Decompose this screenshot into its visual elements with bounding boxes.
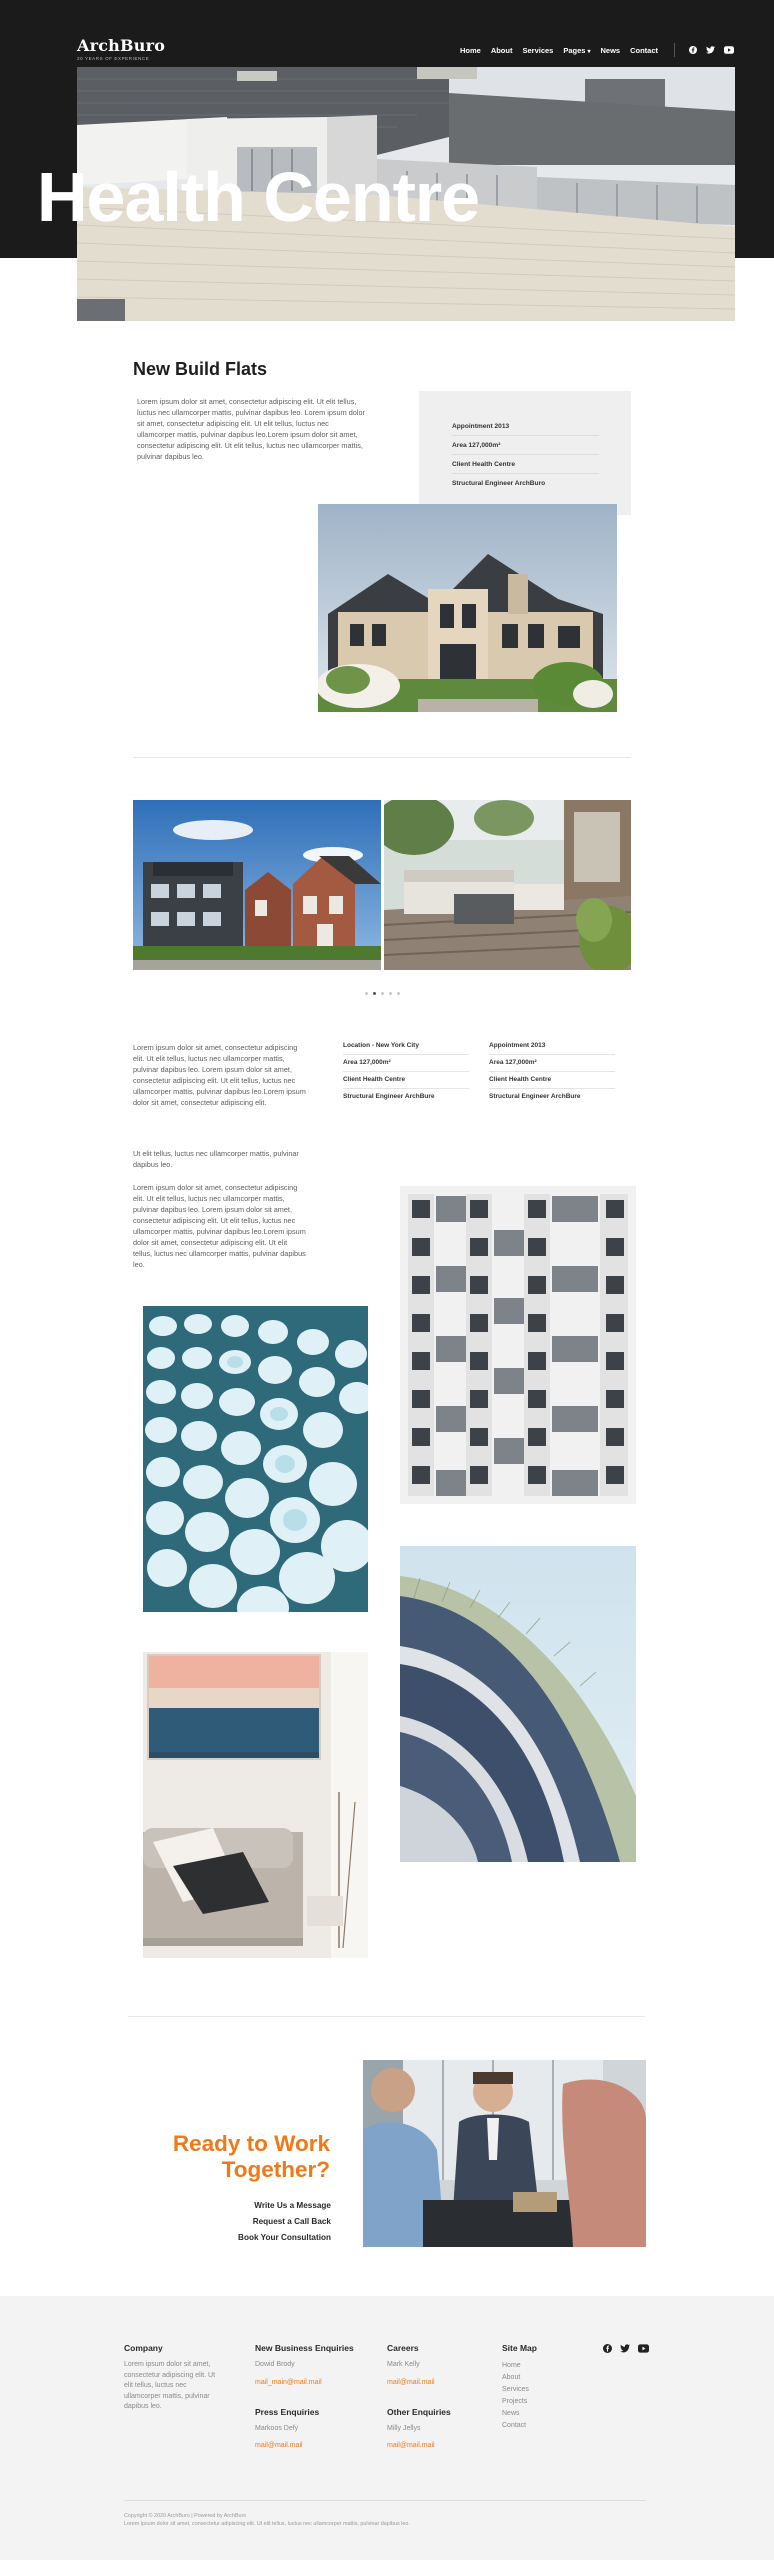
footer-link-contact[interactable]: Contact bbox=[502, 2422, 527, 2429]
footer-company bbox=[124, 2343, 224, 2413]
info-appointment: Appointment 2013 bbox=[452, 417, 599, 436]
info-area: Area 127,000m² bbox=[452, 436, 599, 455]
slider-dot[interactable] bbox=[397, 992, 400, 995]
nav-pages[interactable] bbox=[563, 46, 590, 55]
footer-business-heading: New Business Enquiries bbox=[255, 2343, 354, 2353]
footer-sitemap bbox=[502, 2343, 582, 2432]
cta-heading bbox=[130, 2131, 330, 2183]
footer-careers-heading: Careers bbox=[387, 2343, 419, 2353]
meeting-photo bbox=[363, 2060, 646, 2247]
detail-appointment: Appointment 2013 bbox=[489, 1038, 615, 1055]
facebook-icon[interactable] bbox=[689, 46, 697, 54]
copyright-line: Copyright © 2020 ArchBuro | Powered by ArchBuro bbox=[124, 2513, 247, 2519]
copyright bbox=[124, 2512, 524, 2528]
facebook-icon[interactable] bbox=[603, 2344, 612, 2355]
detail-area: Area 127,000m² bbox=[343, 1055, 469, 1072]
detail-client: Client Health Centre bbox=[343, 1072, 469, 1089]
chevron-down-icon: ▾ bbox=[587, 48, 591, 55]
info-client: Client Health Centre bbox=[452, 455, 599, 474]
nav-home[interactable]: Home bbox=[459, 45, 481, 55]
main-nav bbox=[460, 43, 734, 57]
footer-press-heading: Press Enquiries bbox=[255, 2406, 320, 2417]
nav-news[interactable]: News bbox=[600, 45, 621, 55]
nav-services[interactable]: Services bbox=[522, 45, 554, 55]
nav-pages-label: Pages bbox=[563, 45, 586, 55]
detail-location: Location - New York City bbox=[343, 1038, 469, 1055]
footer-press-email[interactable]: mail@mail.mail bbox=[255, 2442, 303, 2449]
youtube-icon[interactable] bbox=[638, 2344, 649, 2355]
footer-company-heading: Company bbox=[124, 2343, 163, 2353]
details-column-2 bbox=[489, 1038, 615, 1105]
gallery-slide-patio[interactable] bbox=[384, 800, 631, 970]
project-intro: Lorem ipsum dolor sit amet, consectetur adipiscing elit. Ut elit tellus, luctus nec ullamcorper mattis, pulvinar dapibus leo. Lorem ipsum dolor sit amet, consectetur adipiscing elit. Ut elit tellus, luctus nec ullamcorper mattis, pulvinar dapibus leo.Lorem ipsum dolor sit amet, consectetur adipiscing elit. Ut elit tellus, luctus nec ullamcorper mattis, pulvinar dapibus leo. bbox=[137, 397, 365, 461]
slider-dot-active[interactable] bbox=[373, 992, 376, 995]
footer-link-news[interactable]: News bbox=[502, 2410, 520, 2417]
footer-careers-email[interactable]: mail@mail.mail bbox=[387, 2378, 435, 2386]
footer-other-email[interactable]: mail@mail.mail bbox=[387, 2442, 435, 2449]
gallery-slide-houses[interactable] bbox=[133, 800, 381, 970]
footer-careers bbox=[387, 2343, 487, 2452]
slider-dot[interactable] bbox=[381, 992, 384, 995]
curved-roof-image bbox=[400, 1546, 636, 1862]
brand-name: ArchBuro bbox=[77, 36, 166, 55]
facade-pattern-image bbox=[400, 1186, 636, 1504]
brand-tagline: 20 YEARS OF EXPERIENCE bbox=[77, 56, 150, 61]
slider-dots bbox=[365, 992, 400, 995]
footer-social bbox=[603, 2344, 649, 2355]
brand-logo[interactable] bbox=[77, 36, 165, 61]
detail-client: Client Health Centre bbox=[489, 1072, 615, 1089]
youtube-icon[interactable] bbox=[724, 46, 734, 54]
page-title: Health Centre bbox=[37, 158, 480, 236]
footer-business-email[interactable]: mail_main@mail.mail bbox=[255, 2378, 322, 2386]
write-message-link[interactable]: Write Us a Message bbox=[254, 2201, 331, 2210]
detail-engineer: Structural Engineer ArchBure bbox=[343, 1093, 435, 1100]
request-callback-link[interactable]: Request a Call Back bbox=[252, 2217, 331, 2226]
footer-link-home[interactable]: Home bbox=[502, 2362, 521, 2369]
footer-link-about[interactable]: About bbox=[502, 2374, 521, 2381]
footer-link-services[interactable]: Services bbox=[502, 2386, 529, 2393]
section-divider bbox=[128, 2016, 645, 2017]
cta-heading-line1: Ready to Work bbox=[172, 2131, 330, 2156]
footer-divider bbox=[124, 2500, 646, 2501]
footer-business-contact: Dowid Brody bbox=[255, 2361, 295, 2368]
footer-press-contact: Markoos Defy bbox=[255, 2424, 299, 2432]
twitter-icon[interactable] bbox=[706, 46, 715, 54]
project-heading: New Build Flats bbox=[133, 359, 268, 379]
nav-divider bbox=[674, 43, 675, 57]
footer-link-projects[interactable]: Projects bbox=[502, 2398, 528, 2405]
details-paragraph-short: Ut elit tellus, luctus nec ullamcorper mattis, pulvinar dapibus leo. bbox=[133, 1149, 299, 1169]
lattice-structure-image bbox=[143, 1306, 368, 1612]
footer-careers-contact: Mark Kelly bbox=[387, 2361, 420, 2368]
footer-business bbox=[255, 2343, 375, 2452]
slider-dot[interactable] bbox=[365, 992, 368, 995]
footer-other-heading: Other Enquiries bbox=[387, 2406, 451, 2417]
house-image bbox=[318, 504, 617, 712]
cta-heading-line2: Together? bbox=[221, 2157, 330, 2182]
cta-links bbox=[180, 2198, 331, 2246]
nav-contact[interactable]: Contact bbox=[630, 45, 658, 55]
footer-company-text: Lorem ipsum dolor sit amet, consectetur adipiscing elit. Ut elit tellus, luctus nec ullamcorper mattis, pulvinar dapibus leo. bbox=[124, 2361, 216, 2410]
book-consultation-link[interactable]: Book Your Consultation bbox=[238, 2233, 331, 2242]
footer-fineprint: Lorem ipsum dolor sit amet, consectetur adipiscing elit. Ut elit tellus, luctus nec ullamcorper mattis, pulvinar dapibus leo. bbox=[124, 2521, 410, 2527]
details-column-1 bbox=[343, 1038, 469, 1105]
detail-engineer: Structural Engineer ArchBure bbox=[489, 1093, 581, 1100]
header-social bbox=[689, 46, 734, 54]
slider-dot[interactable] bbox=[389, 992, 392, 995]
twitter-icon[interactable] bbox=[620, 2344, 630, 2355]
details-paragraph-long: Lorem ipsum dolor sit amet, consectetur adipiscing elit. Ut elit tellus, luctus nec ullamcorper mattis, pulvinar dapibus leo. Lorem ipsum dolor sit amet, consectetur adipiscing elit. Ut elit tellus, luctus nec ullamcorper mattis, pulvinar dapibus leo.Lorem ipsum dolor sit amet, consectetur adipiscing elit. Ut elit tellus, luctus nec ullamcorper mattis, pulvinar dapibus leo. bbox=[133, 1183, 306, 1269]
footer-other-contact: Milly Jellys bbox=[387, 2424, 421, 2432]
details-paragraph: Lorem ipsum dolor sit amet, consectetur adipiscing elit. Ut elit tellus, luctus nec ullamcorper mattis, pulvinar dapibus leo. Lorem ipsum dolor sit amet, consectetur adipiscing elit. Ut elit tellus, luctus nec ullamcorper mattis, pulvinar dapibus leo.Lorem ipsum dolor sit amet, consectetur adipiscing elit. bbox=[133, 1043, 306, 1107]
footer-sitemap-heading: Site Map bbox=[502, 2343, 537, 2353]
info-engineer: Structural Engineer ArchBuro bbox=[452, 480, 546, 487]
interior-living-room-image bbox=[143, 1652, 368, 1958]
project-info-box bbox=[419, 391, 631, 515]
section-divider bbox=[133, 757, 631, 758]
detail-area: Area 127,000m² bbox=[489, 1055, 615, 1072]
nav-about[interactable]: About bbox=[490, 45, 513, 55]
